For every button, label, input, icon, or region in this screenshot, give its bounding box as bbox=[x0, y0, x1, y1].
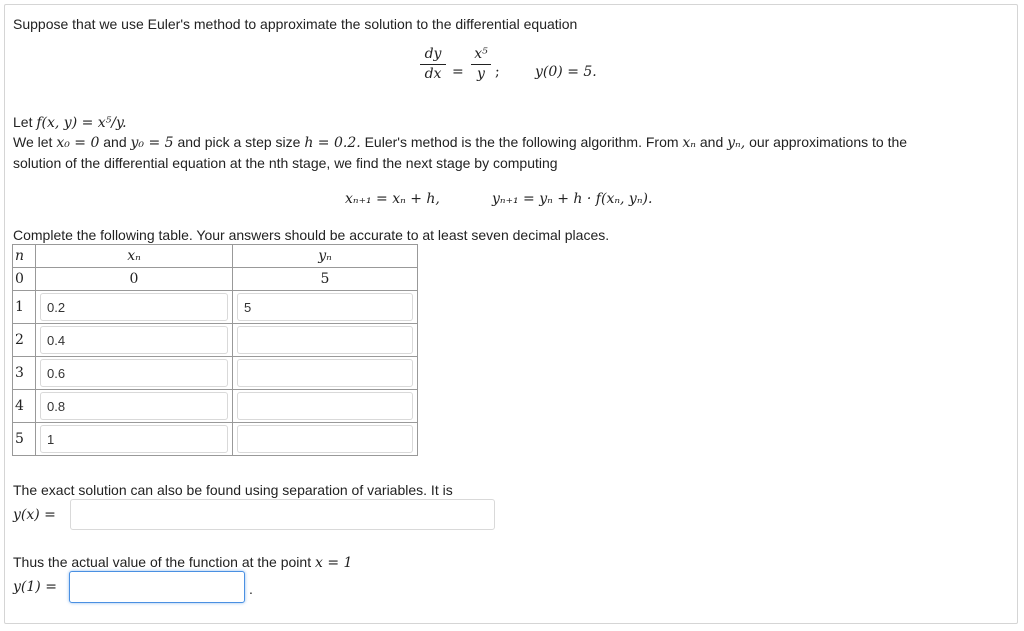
params-line bbox=[13, 133, 907, 152]
row-index: 2 bbox=[13, 324, 36, 357]
table-header-row bbox=[13, 245, 418, 268]
yn-symbol: yₙ, bbox=[727, 135, 746, 151]
x5-cell bbox=[36, 423, 233, 456]
params-text-6: our approximations to the bbox=[749, 134, 908, 150]
y4-input[interactable] bbox=[237, 392, 413, 420]
euler-table bbox=[12, 244, 418, 456]
equation-equals: = bbox=[452, 64, 464, 80]
table-row bbox=[13, 291, 418, 324]
actual-value-label: y(1) = bbox=[13, 579, 57, 595]
table-row bbox=[13, 390, 418, 423]
y0-cell: 5 bbox=[233, 268, 418, 291]
f-definition: f(x, y) = x⁵/y. bbox=[36, 115, 127, 131]
header-xn: xₙ bbox=[36, 245, 233, 268]
params-text-1: We let bbox=[13, 134, 53, 150]
params-text-5: and bbox=[699, 134, 724, 150]
header-yn: yₙ bbox=[233, 245, 418, 268]
point-value: x = 1 bbox=[314, 555, 353, 571]
row-index: 1 bbox=[13, 291, 36, 324]
x3-input[interactable]: 0.6 bbox=[40, 359, 228, 387]
x5-input[interactable]: 1 bbox=[40, 425, 228, 453]
actual-value-line bbox=[13, 553, 352, 572]
x-update-formula: xₙ₊₁ = xₙ + h, bbox=[345, 191, 440, 207]
params-line-2: solution of the differential equation at the nth stage, we find the next stage by computing bbox=[13, 155, 558, 171]
y-update-formula: yₙ₊₁ = yₙ + h · f(xₙ, yₙ). bbox=[492, 191, 653, 207]
row-index: 0 bbox=[13, 268, 36, 291]
x0-cell: 0 bbox=[36, 268, 233, 291]
row-index: 5 bbox=[13, 423, 36, 456]
y1-input[interactable]: 5 bbox=[237, 293, 413, 321]
y0-value: y₀ = 5 bbox=[130, 135, 174, 151]
header-n: n bbox=[13, 245, 36, 268]
table-row bbox=[13, 324, 418, 357]
actual-value-text: Thus the actual value of the function at the point bbox=[13, 554, 312, 570]
x4-input[interactable]: 0.8 bbox=[40, 392, 228, 420]
params-text-4: Euler's method is the the following algorithm. From bbox=[364, 134, 679, 150]
x0-value: x₀ = 0 bbox=[56, 135, 100, 151]
table-row bbox=[13, 423, 418, 456]
xn-symbol: xₙ bbox=[682, 135, 696, 151]
exact-solution-text: The exact solution can also be found using separation of variables. It is bbox=[13, 482, 453, 498]
trailing-period: . bbox=[249, 581, 253, 597]
y5-cell bbox=[233, 423, 418, 456]
x2-cell bbox=[36, 324, 233, 357]
initial-condition: y(0) = 5. bbox=[535, 64, 597, 80]
y1-cell bbox=[233, 291, 418, 324]
exact-solution-input[interactable] bbox=[70, 499, 495, 530]
x5-over-y-fraction: x⁵ y bbox=[471, 46, 491, 83]
x3-cell bbox=[36, 357, 233, 390]
y2-cell bbox=[233, 324, 418, 357]
exact-solution-label: y(x) = bbox=[13, 507, 56, 523]
table-row bbox=[13, 268, 418, 291]
y4-cell bbox=[233, 390, 418, 423]
params-text-2: and bbox=[103, 134, 127, 150]
y5-input[interactable] bbox=[237, 425, 413, 453]
y3-input[interactable] bbox=[237, 359, 413, 387]
step-size: h = 0.2. bbox=[304, 135, 361, 151]
row-index: 3 bbox=[13, 357, 36, 390]
table-row bbox=[13, 357, 418, 390]
row-index: 4 bbox=[13, 390, 36, 423]
params-text-3: and pick a step size bbox=[177, 134, 301, 150]
dy-dx-fraction: dy dx bbox=[420, 46, 446, 83]
let-f-line bbox=[13, 113, 127, 132]
table-instruction: Complete the following table. Your answers should be accurate to at least seven decimal places. bbox=[13, 227, 610, 243]
intro-text: Suppose that we use Euler's method to approximate the solution to the differential equation bbox=[13, 16, 578, 32]
x2-input[interactable]: 0.4 bbox=[40, 326, 228, 354]
actual-value-input[interactable] bbox=[69, 571, 245, 603]
y2-input[interactable] bbox=[237, 326, 413, 354]
x4-cell bbox=[36, 390, 233, 423]
x1-cell bbox=[36, 291, 233, 324]
let-prefix: Let bbox=[13, 114, 33, 130]
equation-separator: ; bbox=[495, 64, 500, 80]
x1-input[interactable]: 0.2 bbox=[40, 293, 228, 321]
y3-cell bbox=[233, 357, 418, 390]
